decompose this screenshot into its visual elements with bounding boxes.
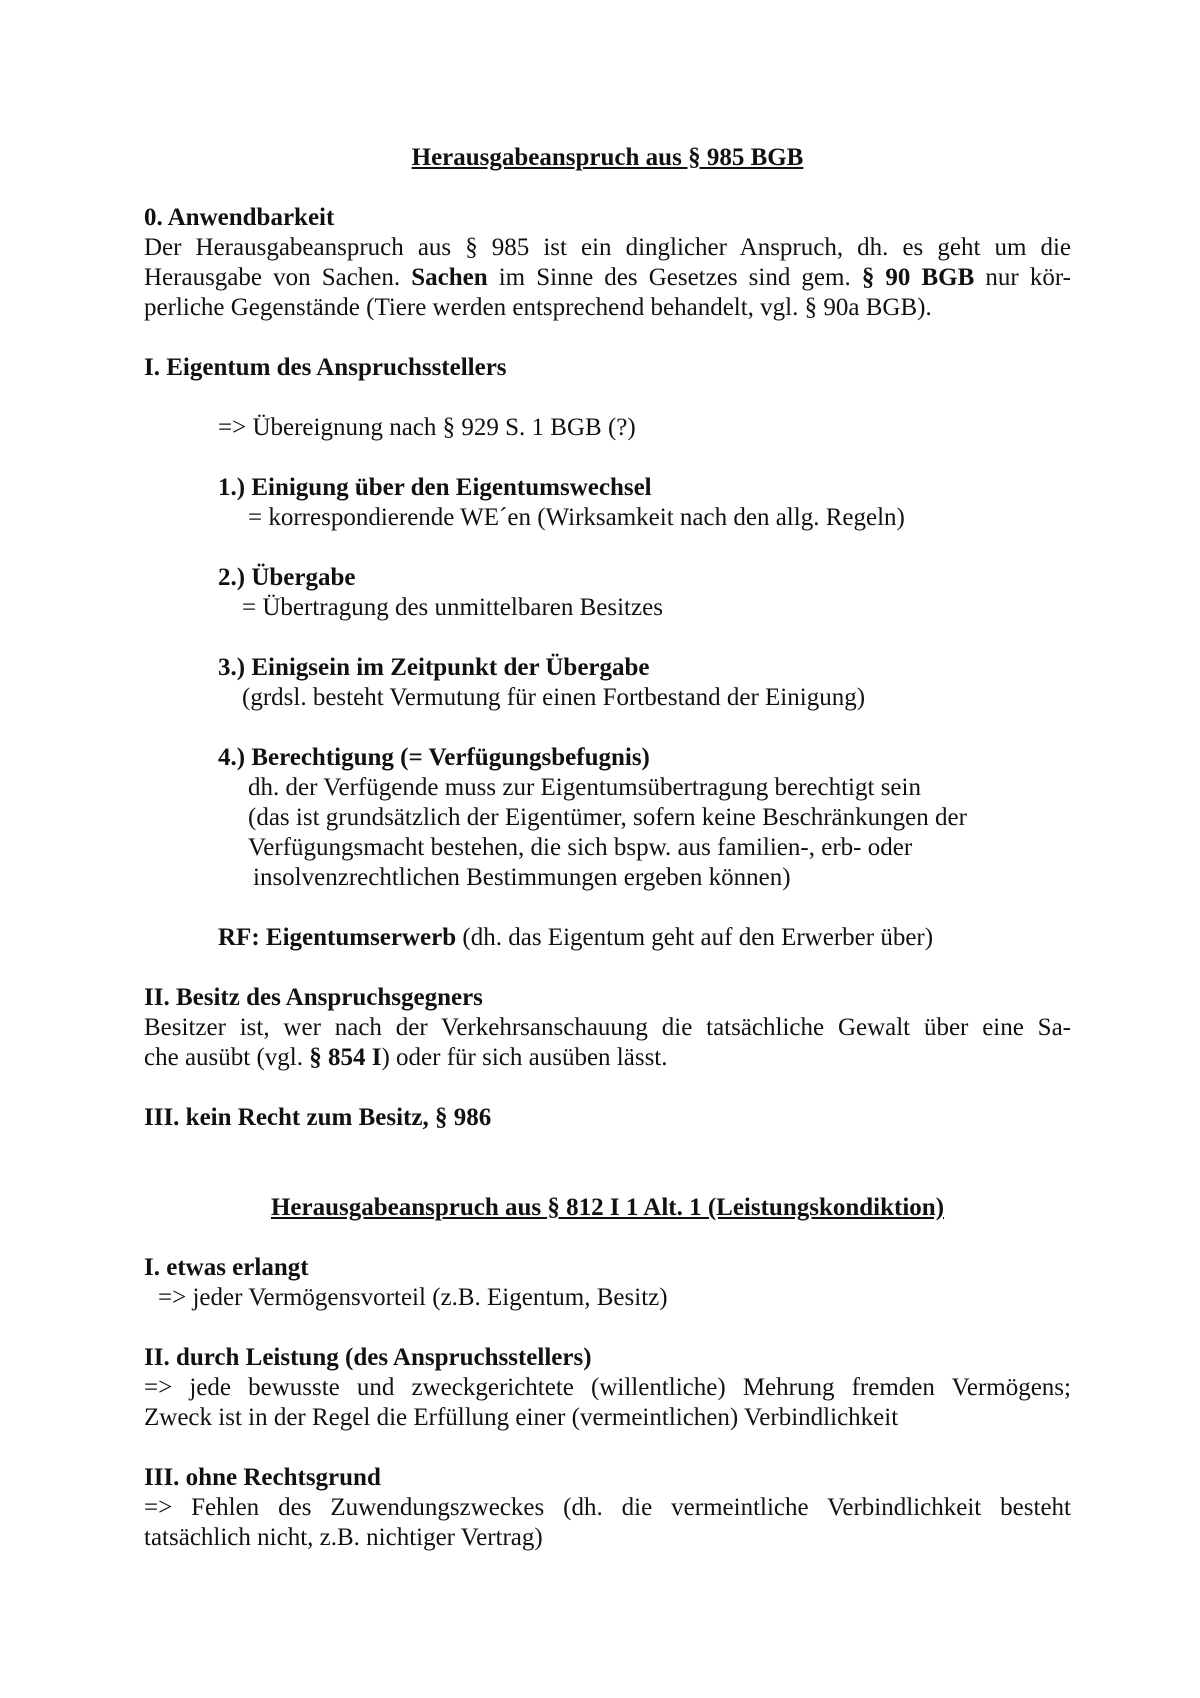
text-uebereignung: => Übereignung nach § 929 S. 1 BGB (?)	[218, 414, 636, 441]
text-anwendbarkeit-1: Der Herausgabeanspruch aus § 985 ist ein dinglicher Anspruch, dh. es geht um die	[144, 234, 1071, 261]
text-besitz-2: che ausübt (vgl. § 854 I) oder für sich ausüben lässt.	[144, 1044, 668, 1071]
text-einigung: = korrespondierende WE´en (Wirksamkeit nach den allg. Regeln)	[248, 504, 905, 531]
text-anwendbarkeit-2: Herausgabe von Sachen. Sachen im Sinne des Gesetzes sind gem. § 90 BGB nur kör-	[144, 264, 1071, 291]
heading-eigentum: I. Eigentum des Anspruchsstellers	[144, 354, 507, 381]
text-ohne-rechtsgrund-2: tatsächlich nicht, z.B. nichtiger Vertrag)	[144, 1524, 543, 1551]
heading-uebergabe: 2.) Übergabe	[218, 564, 356, 591]
heading-durch-leistung: II. durch Leistung (des Anspruchsstellers)	[144, 1344, 592, 1371]
text-rechtsfolge: RF: Eigentumserwerb (dh. das Eigentum geht auf den Erwerber über)	[218, 924, 934, 951]
text-berechtigung-4: insolvenzrechtlichen Bestimmungen ergeben können)	[253, 864, 791, 891]
title-985: Herausgabeanspruch aus § 985 BGB	[411, 144, 804, 171]
heading-berechtigung: 4.) Berechtigung (= Verfügungsbefugnis)	[218, 744, 650, 771]
title-812: Herausgabeanspruch aus § 812 I 1 Alt. 1 (Leistungskondiktion)	[270, 1194, 945, 1221]
heading-besitz: II. Besitz des Anspruchsgegners	[144, 984, 483, 1011]
text-uebergabe: = Übertragung des unmittelbaren Besitzes	[242, 594, 663, 621]
text-ohne-rechtsgrund-1: => Fehlen des Zuwendungszweckes (dh. die vermeintliche Verbindlichkeit besteht	[144, 1494, 1071, 1521]
text-berechtigung-2: (das ist grundsätzlich der Eigentümer, sofern keine Beschränkungen der	[248, 804, 967, 831]
heading-etwas-erlangt: I. etwas erlangt	[144, 1254, 309, 1281]
document-body	[144, 143, 1071, 1553]
heading-anwendbarkeit: 0. Anwendbarkeit	[144, 204, 335, 231]
heading-ohne-rechtsgrund: III. ohne Rechtsgrund	[144, 1464, 381, 1491]
text-einigsein: (grdsl. besteht Vermutung für einen Fortbestand der Einigung)	[242, 684, 866, 711]
text-durch-leistung-1: => jede bewusste und zweckgerichtete (willentliche) Mehrung fremden Vermögens;	[144, 1374, 1071, 1401]
heading-einigung: 1.) Einigung über den Eigentumswechsel	[218, 474, 652, 501]
text-durch-leistung-2: Zweck ist in der Regel die Erfüllung einer (vermeintlichen) Verbindlichkeit	[144, 1404, 899, 1431]
heading-einigsein: 3.) Einigsein im Zeitpunkt der Übergabe	[218, 654, 650, 681]
text-berechtigung-3: Verfügungsmacht bestehen, die sich bspw. aus familien-, erb- oder	[248, 834, 913, 861]
text-besitz-1: Besitzer ist, wer nach der Verkehrsanschauung die tatsächliche Gewalt über eine Sa-	[144, 1014, 1071, 1041]
text-etwas-erlangt: => jeder Vermögensvorteil (z.B. Eigentum, Besitz)	[158, 1284, 668, 1311]
text-anwendbarkeit-3: perliche Gegenstände (Tiere werden entsprechend behandelt, vgl. § 90a BGB).	[144, 294, 932, 321]
text-berechtigung-1: dh. der Verfügende muss zur Eigentumsübertragung berechtigt sein	[248, 774, 921, 801]
heading-recht-zum-besitz: III. kein Recht zum Besitz, § 986	[144, 1104, 492, 1131]
